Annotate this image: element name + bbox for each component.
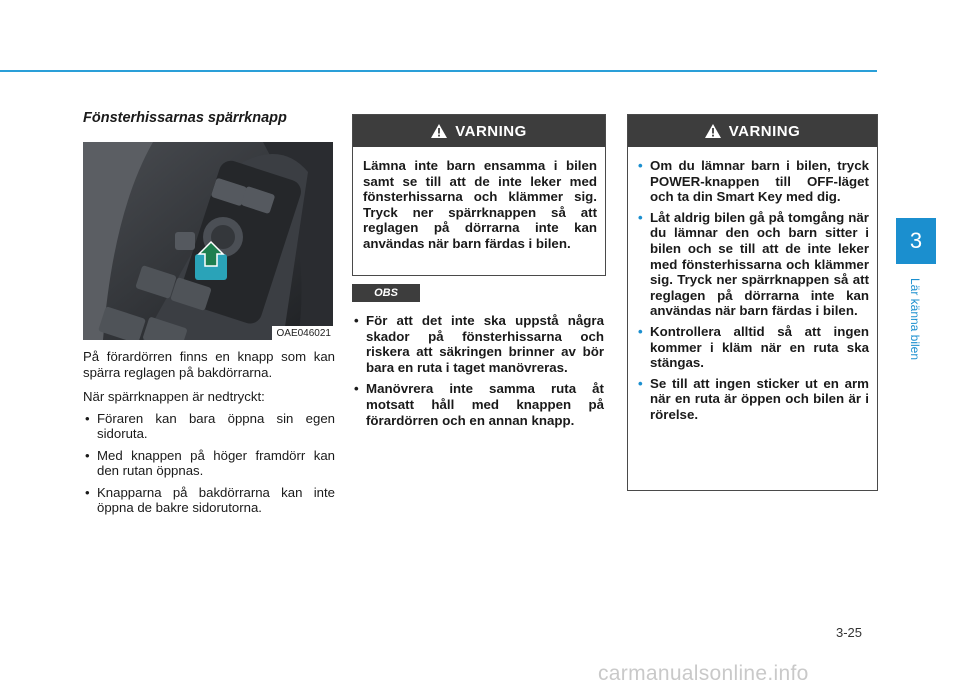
notice-list [352,313,604,434]
list-item: • Manövrera inte samma ruta åt motsatt håll med knappen på förardörren och en annan knapp. [352,381,604,428]
watermark: carmanualsonline.info [598,662,809,685]
warning-heading: VARNING [455,122,527,140]
chapter-title-vertical [886,266,946,376]
warning-box-idle [627,114,878,491]
left-column [83,110,335,522]
door-panel-illustration [83,142,333,340]
list-item: • Föraren kan bara öppna sin egen sidoruta. [83,411,335,442]
warning-triangle-icon [431,124,447,138]
warning-text: Lämna inte barn ensamma i bilen samt se till att de inte leker med fönsterhissarna och klämmer sig. Tryck ner spärrknappen så att reglagen på dörrarna inte kan användas när barn färdas i bilen. [363,158,597,251]
list-item: • För att det inte ska uppstå några skador på fönsterhissarna och riskera att säkringen brinner av bör bara en ruta i taget manövreras. [352,313,604,375]
warning-triangle-icon [705,124,721,138]
when-pressed-paragraph: När spärrknappen är nedtryckt: [83,389,265,404]
intro-paragraph: På förardörren finns en knapp som kan spärra reglagen på bakdörrarna. [83,349,335,380]
warning-header [628,115,877,147]
page-number: 3-25 [836,625,863,640]
list-item: • Med knappen på höger framdörr kan den rutan öppnas. [83,448,335,479]
notice-label: OBS [352,284,420,302]
list-item: • Kontrollera alltid så att ingen kommer i kläm när en ruta ska stängas. [638,324,869,371]
chapter-title: Lär känna bilen [908,277,922,361]
chapter-number: 3 [909,228,923,253]
header-rule [0,70,877,72]
list-item: • Om du lämnar barn i bilen, tryck POWER-knappen till OFF-läget och ta din Smart Key med dig. [638,158,869,205]
lock-effects-list [83,411,335,516]
chapter-number-tab [896,218,936,264]
list-item: • Låt aldrig bilen gå på tomgång när du lämnar den och barn sitter i bilen och se till att de inte leker med fönsterhissarna och klämmer sig. Tryck ner spärrknappen så att reglagen på dörrarna inte kan användas när barn färdas i bilen. [638,210,869,319]
list-item: • Se till att ingen sticker ut en arm när en ruta är öppen och bilen är i rörelse. [638,376,869,423]
warning-box-children [352,114,606,276]
body-text [83,349,335,516]
warning-heading: VARNING [728,122,801,140]
section-title: Fönsterhissarnas spärrknapp [83,110,287,126]
warning-header [353,115,605,147]
list-item: • Knapparna på bakdörrarna kan inte öppna de bakre sidorutorna. [83,485,335,516]
warning-list [628,147,877,438]
image-code-label: OAE046021 [272,326,334,340]
window-lock-photo [83,142,333,340]
